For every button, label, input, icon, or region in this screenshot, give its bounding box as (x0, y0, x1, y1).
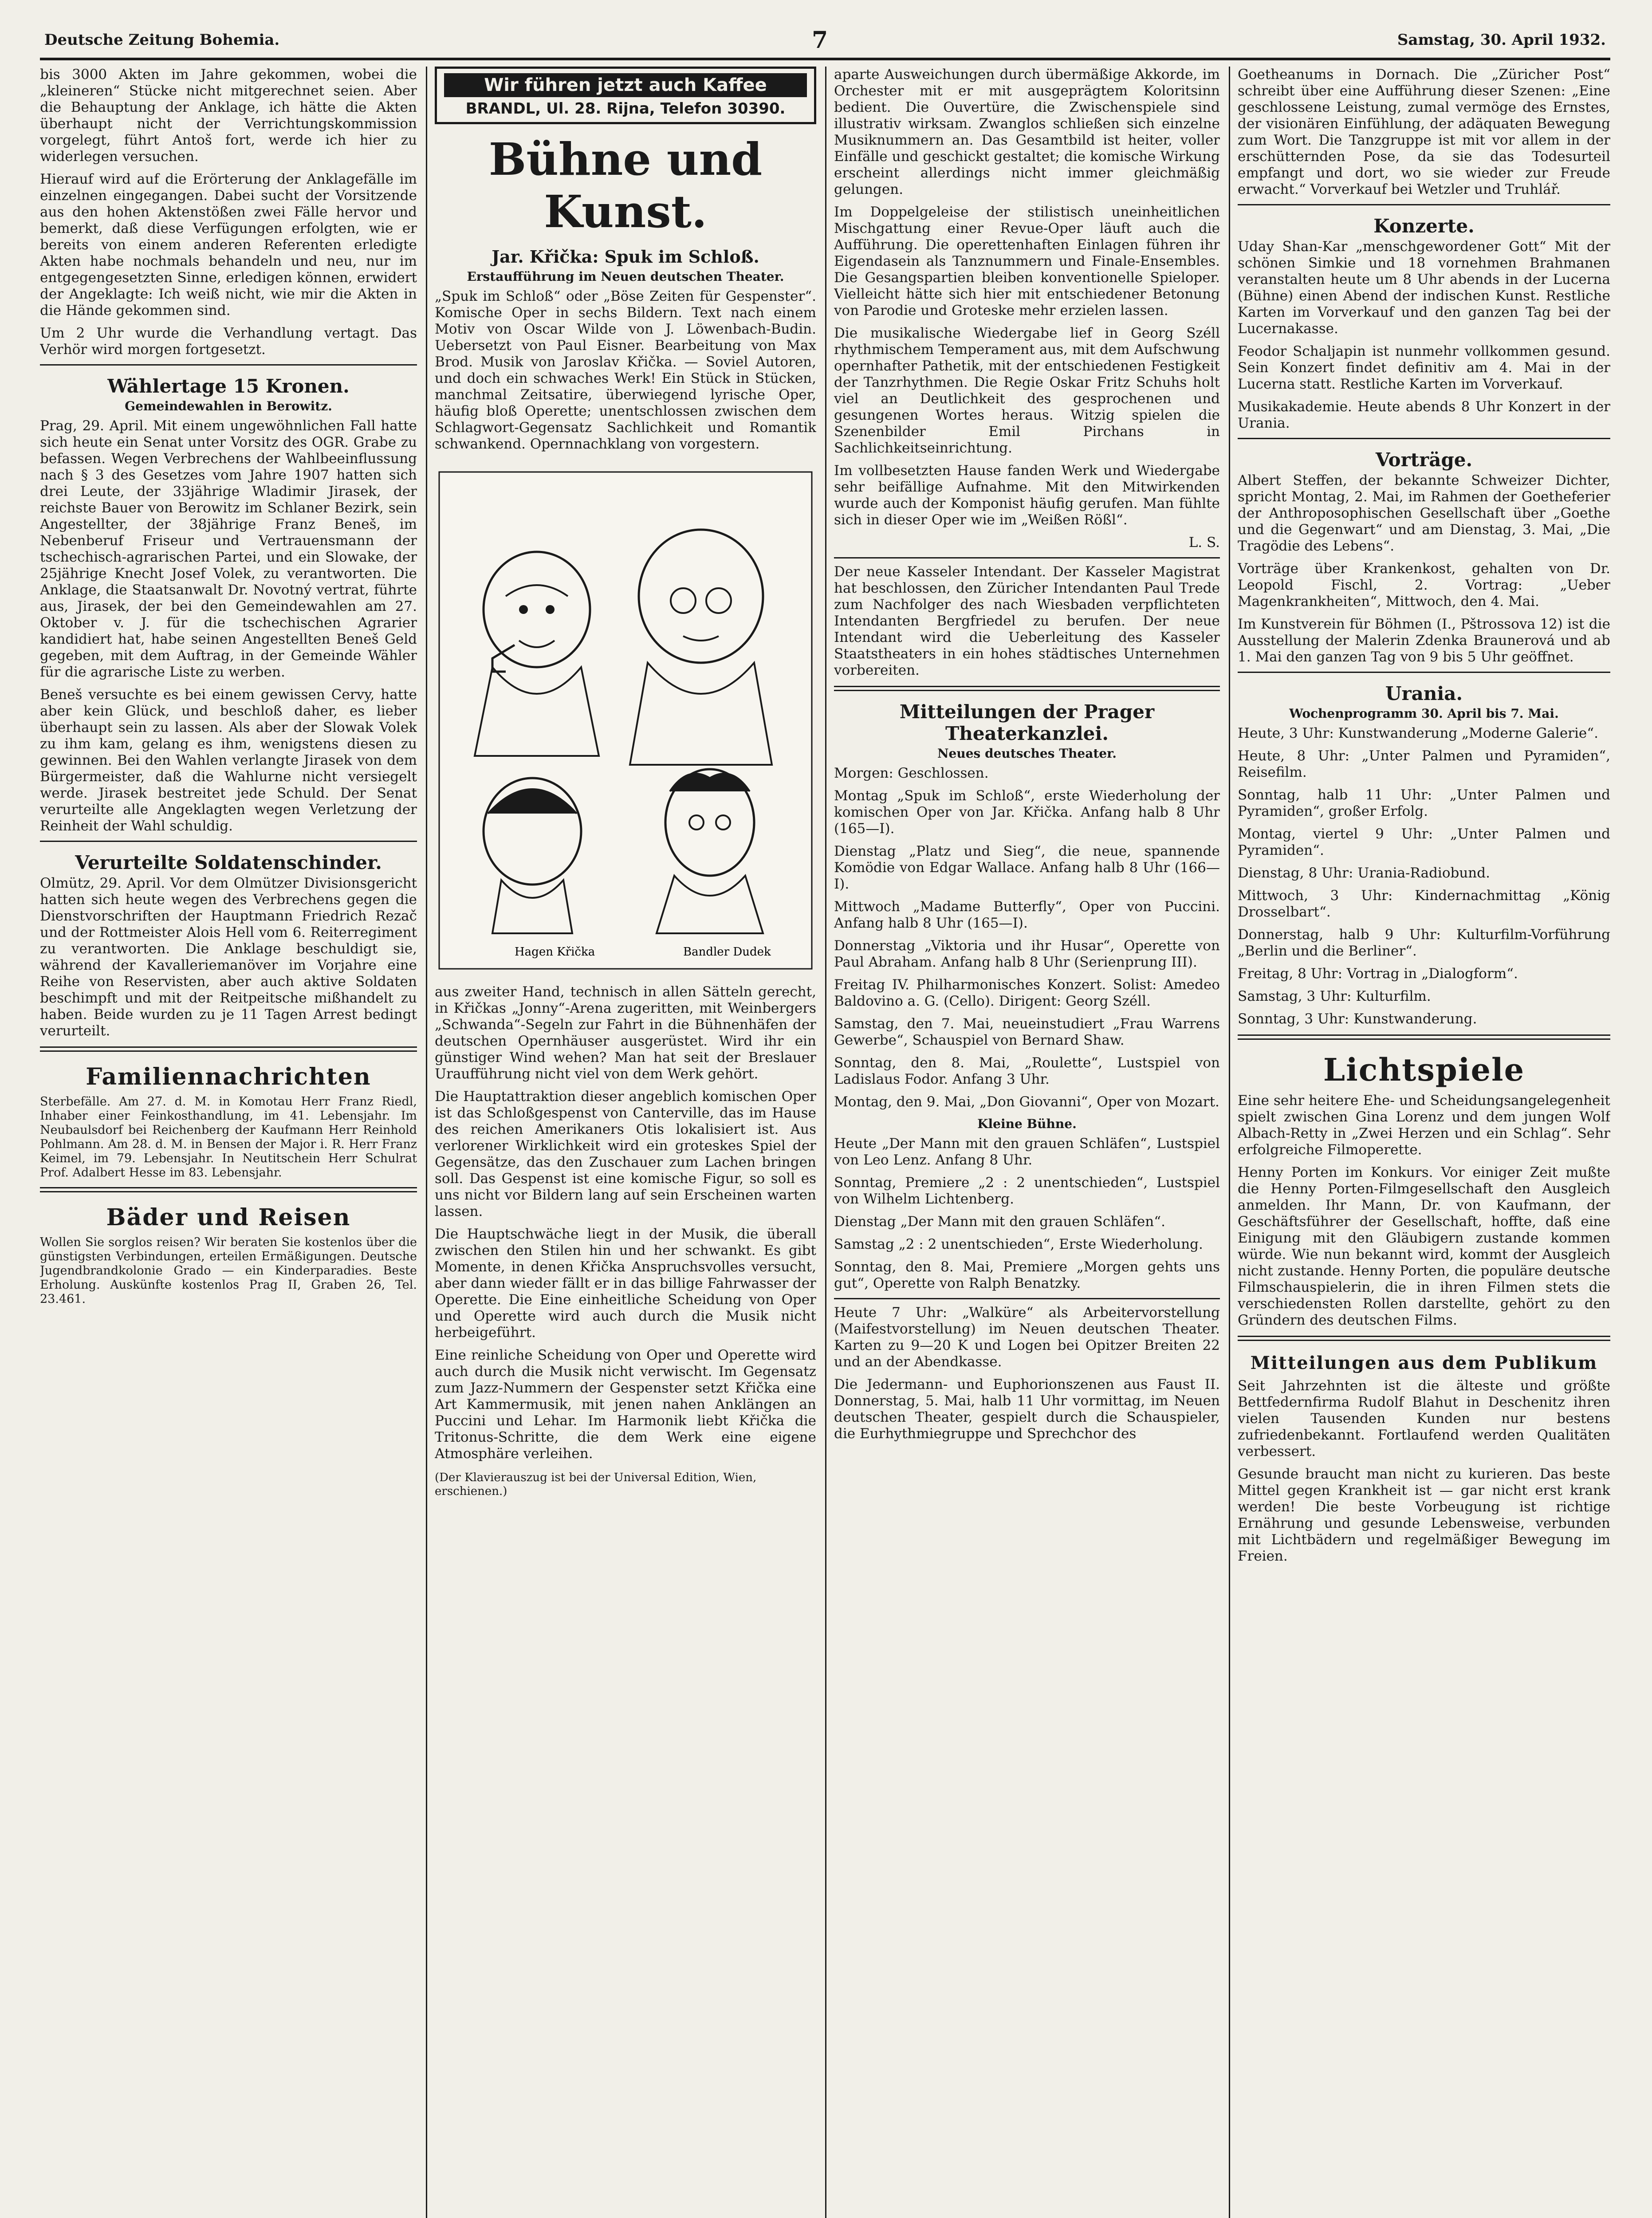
subheadline-neues-theater: Neues deutsches Theater. (937, 746, 1117, 761)
article-paragraph: Im vollbesetzten Hause fanden Werk und Wiedergabe sehr beifällige Aufnahme. Mit den Mitwirkenden wurde auch der Komponist häufig gerufen. Man fühlte sich in dieser Oper wie im „Weißen Rößl“. (834, 463, 1220, 528)
program-item: Heute, 8 Uhr: „Unter Palmen und Pyramiden“, Reisefilm. (1238, 748, 1610, 780)
program-item: Dienstag „Platz und Sieg“, die neue, spannende Komödie von Edgar Wallace. Anfang halb 8 Uhr (166—I). (834, 843, 1220, 892)
column-rule (825, 67, 826, 2218)
issue-date: Samstag, 30. April 1932. (1397, 31, 1606, 49)
program-item: Dienstag, 8 Uhr: Urania-Radiobund. (1238, 865, 1490, 881)
program-item: Morgen: Geschlossen. (834, 765, 989, 781)
article-paragraph: Goetheanums in Dornach. Die „Züricher Post“ schreibt über eine Aufführung dieser Szenen: „Eine geschlossene Leistung, zumal vermöge des Ernstes, der visionären Einfühlung, der adäquaten Bewegung zum Wort. Die Tanzgruppe ist mit vor allem in der erschütternden Pose, da sie das Todesurteil empfangt und dort, wo sie wieder zur Freude erwacht.“ Vorverkauf bei Wetzler und Truhlář. (1238, 67, 1610, 197)
column-rule (426, 67, 427, 2218)
article-paragraph: Hierauf wird auf die Erörterung der Anklagefälle im einzelnen eingegangen. Dabei sucht der Vorsitzende aus den hohen Aktenstößen zwei Fälle hervor und bemerkt, daß diese Verfügungen erfolgten, wie er bereits von einem anderen Referenten erledigte Akten habe nochmals behandeln und neu, nur im entgegengesetzten Sinne, erledigen können, erwidert der Angeklagte: Ich weiß nicht, wie mir die Akten in die Hände gekommen sind. (40, 171, 417, 319)
article-paragraph: Um 2 Uhr wurde die Verhandlung vertagt. Das Verhör wird morgen fortgesetzt. (40, 325, 417, 358)
article-paragraph: Heute 7 Uhr: „Walküre“ als Arbeitervorstellung (Maifestvorstellung) im Neuen deutschen Theater. Karten zu 9—20 K und Logen bei Opitzer Breiten 22 und an der Abendkasse. (834, 1305, 1220, 1370)
urania-program-list (1238, 725, 1610, 1027)
article-paragraph: Henny Porten im Konkurs. Vor einiger Zeit mußte die Henny Porten-Filmgesellschaft den Ausgleich anmelden. Ihr Mann, Dr. von Kaufmann, der Geschäftsführer der Gesellschaft, hoffte, daß eine Einigung mit den Gläubigern zustande kommen würde. Wie nun bekannt wird, kommt der Ausgleich nicht zustande. Henny Porten, die populäre deutsche Filmschauspielerin, die in ihren Filmen stets die verschiedensten Rollen darstellte, gehört zu den Gründern des deutschen Films. (1238, 1164, 1610, 1328)
article-title: Jar. Křička: Spuk im Schloß. (492, 247, 759, 267)
author-signature: L. S. (1188, 535, 1220, 551)
program-item: Montag, viertel 9 Uhr: „Unter Palmen und Pyramiden“. (1238, 826, 1610, 858)
ad-line-2: BRANDL, Ul. 28. Rijna, Telefon 30390. (465, 100, 786, 118)
article-paragraph: Sterbefälle. Am 27. d. M. in Komotau Herr Franz Riedl, Inhaber einer Feinkosthandlung, im 41. Lebensjahr. Im Neubaulsdorf bei Reichenberg der Kaufmann Herr Reinhold Pohlmann. Am 28. d. M. in Bensen der Major i. R. Herr Franz Keimel, im 79. Lebensjahr. In Neutitschein Herr Schulrat Prof. Adalbert Hesse im 83. Lebensjahr. (40, 1095, 417, 1180)
article-paragraph: aparte Ausweichungen durch übermäßige Akkorde, im Orchester mit er mit ausgeprägtem Koloritsinn bedient. Die Ouvertüre, die Zwischenspiele sind illustrativ wirksam. Zwanglos schließen sich einzelne Musiknummern an. Das Gesamtbild ist heiter, voller Einfälle und geschickt gestaltet; die komische Wirkung erscheint allerdings nicht immer gleichmäßig gelungen. (834, 67, 1220, 197)
article-paragraph: Der neue Kasseler Intendant. Der Kasseler Magistrat hat beschlossen, den Züricher Intendanten Paul Trede zum Nachfolger des nach Wiesbaden verpflichteten Intendanten Bergfriedel zu berufen. Der neue Intendant wird die Ueberleitung des Kasseler Staatstheaters in ein hohes städtisches Unternehmen vorbereiten. (834, 564, 1220, 678)
program-list-neues-theater (834, 765, 1220, 1110)
section-title-familie: Familiennachrichten (86, 1063, 371, 1090)
divider (1238, 672, 1610, 673)
program-item: Donnerstag „Viktoria und ihr Husar“, Operette von Paul Abraham. Anfang halb 8 Uhr (Serienprung III). (834, 938, 1220, 970)
headline-waehler: Wählertage 15 Kronen. (107, 375, 350, 397)
program-list-kleine-buehne (834, 1136, 1220, 1292)
divider (1238, 204, 1610, 205)
program-item: Mittwoch, 3 Uhr: Kindernachmittag „König Drosselbart“. (1238, 888, 1610, 920)
article-paragraph: Seit Jahrzehnten ist die älteste und größte Bettfedernfirma Rudolf Blahut in Deschenitz ihren vielen Tausenden Kunden nur bestens zufriedenbekannt. Fortlaufend werden Qualitäten verbessert. (1238, 1378, 1610, 1459)
headline-mitteilungen: Mitteilungen der Prager Theaterkanzlei. (899, 701, 1155, 744)
column-2 (435, 67, 816, 2218)
divider (1238, 1336, 1610, 1341)
program-item: Mittwoch „Madame Butterfly“, Oper von Puccini. Anfang halb 8 Uhr (165—I). (834, 899, 1220, 931)
program-item: Heute „Der Mann mit den grauen Schläfen“, Lustspiel von Leo Lenz. Anfang 8 Uhr. (834, 1136, 1220, 1168)
program-item: Samstag „2 : 2 unentschieden“, Erste Wiederholung. (834, 1236, 1203, 1252)
subheadline-kleine-buehne: Kleine Bühne. (977, 1117, 1077, 1131)
headline-vortraege: Vorträge. (1375, 449, 1473, 471)
headline-urania: Urania. (1385, 683, 1463, 704)
divider (834, 557, 1220, 558)
section-title-publikum: Mitteilungen aus dem Publikum (1250, 1353, 1598, 1373)
program-item: Sonntag, den 8. Mai, „Roulette“, Lustspiel von Ladislaus Fodor. Anfang 3 Uhr. (834, 1055, 1220, 1087)
program-item: Sonntag, den 8. Mai, Premiere „Morgen gehts uns gut“, Operette von Ralph Benatzky. (834, 1259, 1220, 1291)
divider (40, 1046, 417, 1052)
divider (40, 841, 417, 842)
caption-right: Bandler Dudek (683, 945, 771, 959)
article-paragraph: Die Hauptattraktion dieser angeblich komischen Oper ist das Schloßgespenst von Canterville, das im Hause des reichen Amerikaners Otis lokalisiert ist. Aus verlorener Wirklichkeit wird ein groteskes Spiel der Gegensätze, das den Zuschauer zum Lachen bringen soll. Das Gespenst ist eine komische Figur, so soll es uns nicht vor Bildern lang auf sein Erscheinen warten lassen. (435, 1089, 816, 1219)
divider (40, 364, 417, 366)
article-paragraph: Olmütz, 29. April. Vor dem Olmützer Divisionsgericht hatten sich heute wegen des Verbrechens gegen die Dienstvorschriften der Hauptmann Friedrich Rezač und der Rottmeister Alois Hell vom 6. Reiterregiment zu verantworten. Die Anklage beschuldigt sie, während der Kavalleriemanöver im Vorjahre eine Reihe von Reservisten, aber auch aktive Soldaten beschimpft und mit der Reitpeitsche mißhandelt zu haben. Beide wurden zu je 11 Tagen Arrest bedingt verurteilt. (40, 875, 417, 1039)
article-paragraph: Feodor Schaljapin ist nunmehr vollkommen gesund. Sein Konzert findet definitiv am 4. Mai in der Lucerna statt. Restliche Karten im Vorverkauf. (1238, 343, 1610, 392)
article-paragraph: Prag, 29. April. Mit einem ungewöhnlichen Fall hatte sich heute ein Senat unter Vorsitz des OGR. Grabe zu befassen. Wegen Verbrechens der Wahlbeeinflussung nach § 3 des Gesetzes vom Jahre 1907 hatten sich drei Leute, der 33jährige Wladimir Jirasek, der reichste Bauer von Berowitz im Schlaner Bezirk, sein Angestellter, der 38jährige Franz Beneš, im Nebenberuf Friseur und Vertrauensmann der tschechisch-agrarischen Partei, und ein Slowake, der 25jährige Knecht Josef Volek, zu verantworten. Die Anklage, die Staatsanwalt Dr. Novotný vertrat, führte aus, Jirasek, der bei den Gemeindewahlen am 27. Oktober v. J. für die tschechischen Agrarier kandidiert hat, habe seinen Angestellten Beneš Geld gegeben, mit dem Auftrag, in der Gemeinde Wähler für die agrarische Liste zu werben. (40, 418, 417, 680)
program-item: Sonntag, Premiere „2 : 2 unentschieden“, Lustspiel von Wilhelm Lichtenberg. (834, 1175, 1220, 1207)
program-item: Sonntag, 3 Uhr: Kunstwanderung. (1238, 1011, 1477, 1027)
article-paragraph: Musikakademie. Heute abends 8 Uhr Konzert in der Urania. (1238, 399, 1610, 431)
page-number: 7 (812, 27, 828, 54)
divider (834, 686, 1220, 691)
section-title-buehne: Bühne und Kunst. (488, 133, 763, 238)
caption-left: Hagen Křička (515, 945, 595, 959)
article-paragraph: Gesunde braucht man nicht zu kurieren. Das beste Mittel gegen Krankheit ist — gar nicht erst krank werden! Die beste Vorbeugung ist richtige Ernährung und gesunde Lebensweise, verbunden mit Lichtbädern und regelmäßiger Bewegung im Freien. (1238, 1466, 1610, 1564)
article-subtitle: Erstaufführung im Neuen deutschen Theater. (467, 269, 784, 284)
program-item: Montag, den 9. Mai, „Don Giovanni“, Oper von Mozart. (834, 1094, 1219, 1110)
program-item: Freitag, 8 Uhr: Vortrag in „Dialogform“. (1238, 966, 1518, 982)
article-paragraph: aus zweiter Hand, technisch in allen Sätteln gerecht, in Křičkas „Jonny“-Arena zugeritten, mit Weinbergers „Schwanda“-Segeln zur Fahrt in die Bühnenhäfen der deutschen Opernhäuser ausgerüstet. Wird ihr ein günstiger Wind wehen? Man hat seit der Breslauer Uraufführung nicht viel von dem Werk gehört. (435, 984, 816, 1082)
divider (40, 1187, 417, 1192)
article-paragraph: Vorträge über Krankenkost, gehalten von Dr. Leopold Fischl, 2. Vortrag: „Ueber Magenkrankheiten“, Mittwoch, den 4. Mai. (1238, 561, 1610, 610)
ad-line-1: Wir führen jetzt auch Kaffee (444, 73, 807, 97)
article-paragraph: Im Kunstverein für Böhmen (I., Pštrossova 12) ist die Ausstellung der Malerin Zdenka Braunerová und ab 1. Mai den ganzen Tag von 9 bis 5 Uhr geöffnet. (1238, 616, 1610, 665)
program-item: Samstag, den 7. Mai, neueinstudiert „Frau Warrens Gewerbe“, Schauspiel von Bernard Shaw. (834, 1016, 1220, 1048)
program-item: Montag „Spuk im Schloß“, erste Wiederholung der komischen Oper von Jar. Křička. Anfang halb 8 Uhr (165—I). (834, 788, 1220, 837)
program-item: Heute, 3 Uhr: Kunstwanderung „Moderne Galerie“. (1238, 725, 1598, 741)
program-item: Dienstag „Der Mann mit den grauen Schläfen“. (834, 1214, 1165, 1230)
column-1 (40, 67, 417, 2218)
article-paragraph: Uday Shan-Kar „menschgewordener Gott“ Mit der schönen Simkie und 18 vornehmen Brahmanen veranstalten heute um 8 Uhr abends in der Lucerna (Bühne) einen Abend der indischen Kunst. Restliche Karten im Vorverkauf und den ganzen Tag bei der Lucernakasse. (1238, 239, 1610, 337)
section-title-baeder: Bäder und Reisen (106, 1204, 351, 1231)
headline-soldaten: Verurteilte Soldatenschinder. (75, 852, 382, 873)
headline-konzerte: Konzerte. (1373, 215, 1475, 237)
article-continuation: bis 3000 Akten im Jahre gekommen, wobei die „kleineren“ Stücke nicht mitgerechnet seien. Aber die Behauptung der Anklage, ich hätte die Akten überhaupt nicht der Verrichtungskommission vorgelegt, führt Antoš fort, werde ich hier zu widerlegen versuchen. (40, 67, 417, 165)
newspaper-page (40, 27, 1610, 2218)
article-paragraph: Wollen Sie sorglos reisen? Wir beraten Sie kostenlos über die günstigsten Verbindungen, erteilen Ermäßigungen. Deutsche Jugendbrandkolonie Grado — ein Kinderparadies. Beste Erholung. Auskünfte kostenlos Prag II, Graben 26, Tel. 23.461. (40, 1235, 417, 1306)
article-paragraph: „Spuk im Schloß“ oder „Böse Zeiten für Gespenster“. Komische Oper in sechs Bildern. Text nach einem Motiv von Oscar Wilde von J. Löwenbach-Budin. Uebersetzt von Paul Eisner. Bearbeitung von Max Brod. Musik von Jaroslav Křička. — Soviel Autoren, und doch ein schwaches Werk! Ein Stück in Stücken, manchmal Zeitsatire, überwiegend lyrische Oper, häufig bloß Operette; unentschlossen zwischen dem Schlagwort-Gegensatz Sachlichkeit und Romantik schwankend. Opernnachklang von vorgestern. (435, 288, 816, 452)
article-paragraph: Die musikalische Wiedergabe lief in Georg Széll rhythmischem Temperament aus, mit dem Aufschwung opernhafter Pathetik, mit der entschiedenen Festigkeit der Tanzrhythmen. Die Regie Oskar Fritz Schuhs holt viel an Deutlichkeit des gesprochenen und gesungenen Wortes heraus. Witzig spielen die Szenenbilder Emil Pirchans in Sachlichkeitseinrichtung. (834, 325, 1220, 456)
newspaper-name: Deutsche Zeitung Bohemia. (44, 31, 280, 49)
article-paragraph: Die Hauptschwäche liegt in der Musik, die überall zwischen den Stilen hin und her schwankt. Es gibt Momente, in denen Křička Anspruchsvolles versucht, aber dann wieder fällt er in das billige Fahrwasser der Operette. Die Eine einheitliche Scheidung von Oper und Operette wird auch durch die Musik nicht herbeigeführt. (435, 1226, 816, 1341)
article-paragraph: Die Jedermann- und Euphorionszenen aus Faust II. Donnerstag, 5. Mai, halb 11 Uhr vormittag, im Neuen deutschen Theater, gespielt durch die Schauspieler, die Eurhythmiegruppe und Sprechchor des (834, 1376, 1220, 1442)
article-paragraph: Eine sehr heitere Ehe- und Scheidungsangelegenheit spielt zwischen Gina Lorenz und dem jungen Wolf Albach-Retty in „Zwei Herzen und ein Schlag“. Sehr erfolgreiche Filmoperette. (1238, 1093, 1610, 1158)
program-item: Donnerstag, halb 9 Uhr: Kulturfilm-Vorführung „Berlin und die Berliner“. (1238, 927, 1610, 959)
article-paragraph: Albert Steffen, der bekannte Schweizer Dichter, spricht Montag, 2. Mai, im Rahmen der Goetheferier der Anthroposophischen Gesellschaft über „Goethe und die Gegenwart“ und am Dienstag, 3. Mai, „Die Tragödie des Lebens“. (1238, 472, 1610, 554)
article-paragraph: Beneš versuchte es bei einem gewissen Cervy, hatte aber kein Glück, und beschloß daher, es lieber überhaupt sein zu lassen. Als aber der Slowak Volek zu ihm kam, gelang es ihm, wenigstens diesen zu gewinnen. Bei den Wahlen verlangte Jirasek von dem Bürgermeister, daß die Wahlurne nicht versiegelt werde. Jirasek bestreitet jede Schuld. Der Senat verurteilte alle Angeklagten wegen Verletzung der Reinheit der Wahl schuldig. (40, 687, 417, 834)
subheadline-waehler: Gemeindewahlen in Berowitz. (125, 399, 332, 413)
advertisement-box (435, 67, 816, 124)
subheadline-urania: Wochenprogramm 30. April bis 7. Mai. (1289, 706, 1559, 721)
article-paragraph: Eine reinliche Scheidung von Oper und Operette wird auch durch die Musik nicht verwischt. Im Gegensatz zum Jazz-Nummern der Gespenster setzt Křička eine Art Kammermusik, mit jenen nahen Anklängen an Puccini und Lehar. Im Harmonik liebt Křička die Tritonus-Schritte, die dem Werk eine eigene Atmosphäre verleihen. (435, 1347, 816, 1462)
program-item: Samstag, 3 Uhr: Kulturfilm. (1238, 988, 1431, 1004)
section-title-lichtspiele: Lichtspiele (1323, 1051, 1525, 1088)
program-item: Freitag IV. Philharmonisches Konzert. Solist: Amedeo Baldovino a. G. (Cello). Dirigent: Georg Széll. (834, 977, 1220, 1009)
masthead (40, 27, 1610, 60)
article-paragraph: Im Doppelgeleise der stilistisch uneinheitlichen Mischgattung einer Revue-Oper läuft auch die Aufführung. Die operettenhaften Einlagen führen ihr Eigendasein als Tanznummern und Finale-Ensembles. Die Gesangspartien bleiben konventionelle Spieloper. Vielleicht hätte sich hier mit entschiedener Betonung von Parodie und Groteske mehr erzielen lassen. (834, 204, 1220, 319)
divider (1238, 438, 1610, 439)
program-item: Sonntag, halb 11 Uhr: „Unter Palmen und Pyramiden“, großer Erfolg. (1238, 787, 1610, 819)
caricature-illustration (435, 468, 816, 973)
footnote: (Der Klavierauszug ist bei der Universal Edition, Wien, erschienen.) (435, 1471, 757, 1498)
divider (1238, 1034, 1610, 1040)
column-4 (1238, 67, 1610, 2218)
column-rule (1229, 67, 1230, 2218)
column-3 (834, 67, 1220, 2218)
divider (834, 1298, 1220, 1299)
